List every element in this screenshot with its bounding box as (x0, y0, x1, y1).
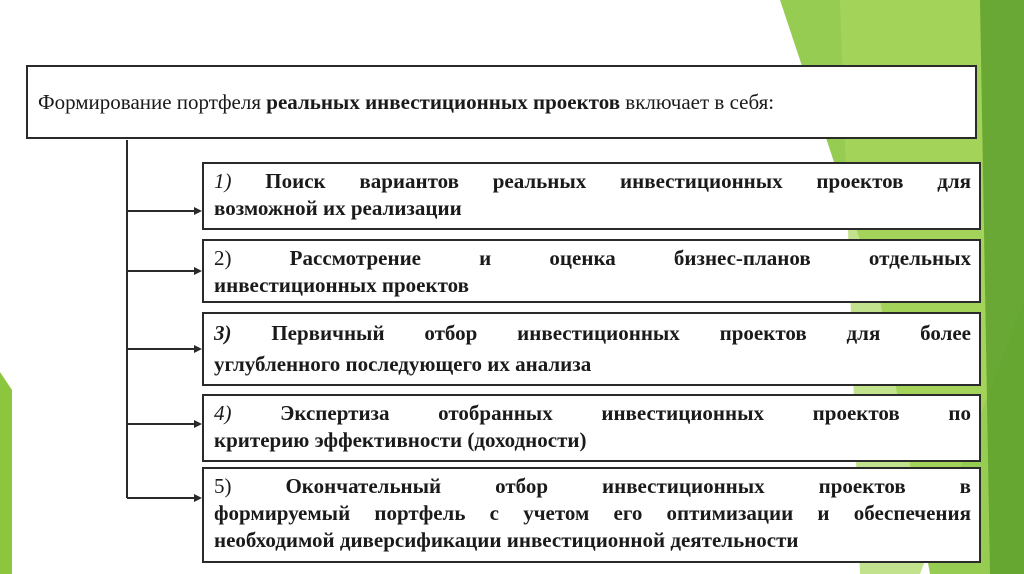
step-number-2: 2) (214, 246, 232, 270)
step-5-line-1: Окончательный отбор инвестиционных проектов в (285, 474, 971, 498)
step-2-line-2: инвестиционных проектов (214, 273, 469, 297)
header-text-after: включает в себя: (625, 89, 775, 114)
step-number-1: 1) (214, 169, 232, 193)
step-1-line-2: возможной их реализации (214, 196, 462, 220)
step-number-5: 5) (214, 474, 232, 498)
header-text-before: Формирование портфеля (38, 89, 262, 114)
step-number-3: 3) (214, 321, 232, 345)
step-1-line-1: Поиск вариантов реальных инвестиционных проектов для (265, 169, 972, 193)
step-4-line-1: Экспертиза отобранных инвестиционных проектов по (280, 401, 972, 425)
step-box-4 (202, 394, 981, 462)
step-5-line-2: формируемый портфель с учетом его оптимизации и обеспечения (214, 501, 971, 525)
step-3-line-2: углубленного последующего их анализа (214, 352, 592, 376)
step-5-line-3: необходимой диверсификации инвестиционной деятельности (214, 528, 799, 552)
step-box-3 (202, 312, 981, 386)
green-shape-left (0, 372, 12, 574)
step-box-2 (202, 239, 981, 303)
step-number-4: 4) (214, 401, 232, 425)
step-box-1 (202, 162, 981, 230)
step-2-line-1: Рассмотрение и оценка бизнес-планов отдельных (289, 246, 971, 270)
step-4-line-2: критерию эффективности (доходности) (214, 428, 587, 452)
step-box-5 (202, 467, 981, 563)
header-box (26, 65, 977, 139)
header-text-bold: реальных инвестиционных проектов (266, 89, 621, 114)
step-3-line-1: Первичный отбор инвестиционных проектов для более (271, 321, 972, 345)
